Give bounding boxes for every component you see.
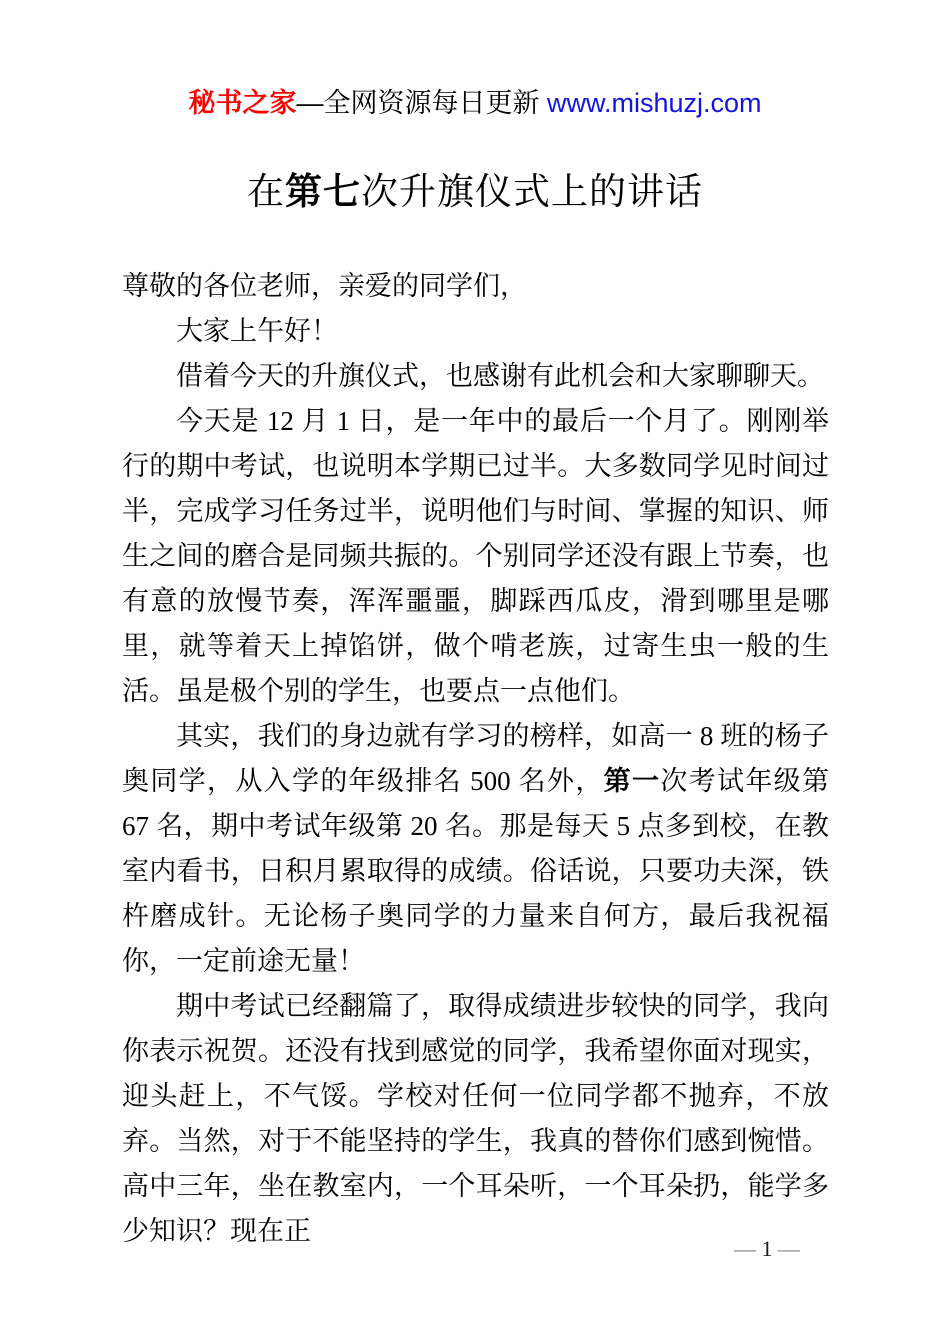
body-paragraph-seg: 5 [609, 811, 638, 841]
body-paragraph [122, 264, 829, 309]
body-paragraph-seg: 20 [403, 811, 445, 841]
body-paragraph [122, 354, 829, 399]
body-paragraph-seg: 期中考试已经翻篇了，取得成绩进步较快的同学，我向你表示祝贺。还没有找到感觉的同学，我希望你面对现实，迎头赶上，不气馁。学校对任何一位同学都不抛弃，不放弃。当然，对于不能坚持的学生，我真的替你们感到惋惜。高中三年，坐在教室内，一个耳朵听，一个耳朵扔，能学多少知识？现在正 [122, 991, 829, 1246]
brand-text: 秘书之家 [188, 88, 297, 118]
body-paragraph-seg: 借着今天的升旗仪式，也感谢有此机会和大家聊聊天。 [176, 361, 824, 391]
body-paragraph-seg: 名外， [518, 766, 604, 796]
body-paragraph-seg: 12 [259, 406, 302, 436]
body-paragraph-seg: 1 [329, 406, 358, 436]
document-title-seg: 次升旗仪式上的讲话 [361, 171, 703, 212]
body-paragraph-seg: 名。那是每天 [444, 811, 610, 841]
page-footer [734, 1236, 800, 1262]
body-paragraph-seg: 今天是 [176, 406, 260, 436]
body-paragraph-seg: 67 [122, 811, 157, 841]
body-paragraph-seg: 月 [301, 406, 330, 436]
page-footer-seg: — [734, 1236, 762, 1261]
body-paragraph [122, 984, 829, 1254]
body-paragraph-seg: 点多到校，在教室内看书，日积月累取得的成绩。俗话说，只要功夫深，铁杵磨成针。无论杨子奥同学的力量来自何方，最后我祝福你，一定前途无量！ [122, 811, 830, 976]
body-paragraph-seg: 名，期中考试年级第 [156, 811, 404, 841]
body-paragraph-seg: 其实，我们的身边就有学习的榜样，如高一 [176, 721, 693, 751]
page-footer-seg: 1 [761, 1236, 773, 1261]
body-paragraph-seg: 日，是一年中的最后一个月了。刚刚举行的期中考试，也说明本学期已过半。大多数同学见时间过半，完成学习任务过半，说明他们与时间、掌握的知识、师生之间的磨合是同频共振的。个别同学还没有跟上节奏，也有意的放慢节奏，浑浑噩噩，脚踩西瓜皮，滑到哪里是哪里，就等着天上掉馅饼，做个啃老族，过寄生虫一般的生活。虽是极个别的学生，也要点一点他们。 [122, 406, 830, 706]
site-url-link[interactable]: www.mishuzj.com [546, 88, 762, 118]
body-paragraph-seg: 500 [462, 766, 519, 796]
body-paragraph [122, 399, 829, 714]
body-paragraph-seg: 班的杨子奥同学，从入学的年级排名 [122, 721, 830, 796]
body-paragraph [122, 309, 829, 354]
body-paragraph-seg: 大家上午好！ [176, 316, 338, 346]
document-title [0, 168, 950, 216]
body-paragraph [122, 714, 829, 984]
body-paragraph-seg: 8 [692, 721, 721, 751]
page-footer-seg: — [772, 1236, 800, 1261]
document-body [122, 264, 829, 1254]
body-paragraph-seg: 次考试年级第 [660, 766, 830, 796]
document-title-seg: 第七 [285, 171, 361, 212]
site-header-seg: —全网资源每日更新 [296, 88, 547, 118]
document-title-seg: 在 [247, 171, 285, 212]
body-paragraph-seg: 尊敬的各位老师，亲爱的同学们， [122, 271, 527, 301]
site-header [0, 86, 950, 120]
body-paragraph-seg: 第一 [603, 766, 661, 796]
